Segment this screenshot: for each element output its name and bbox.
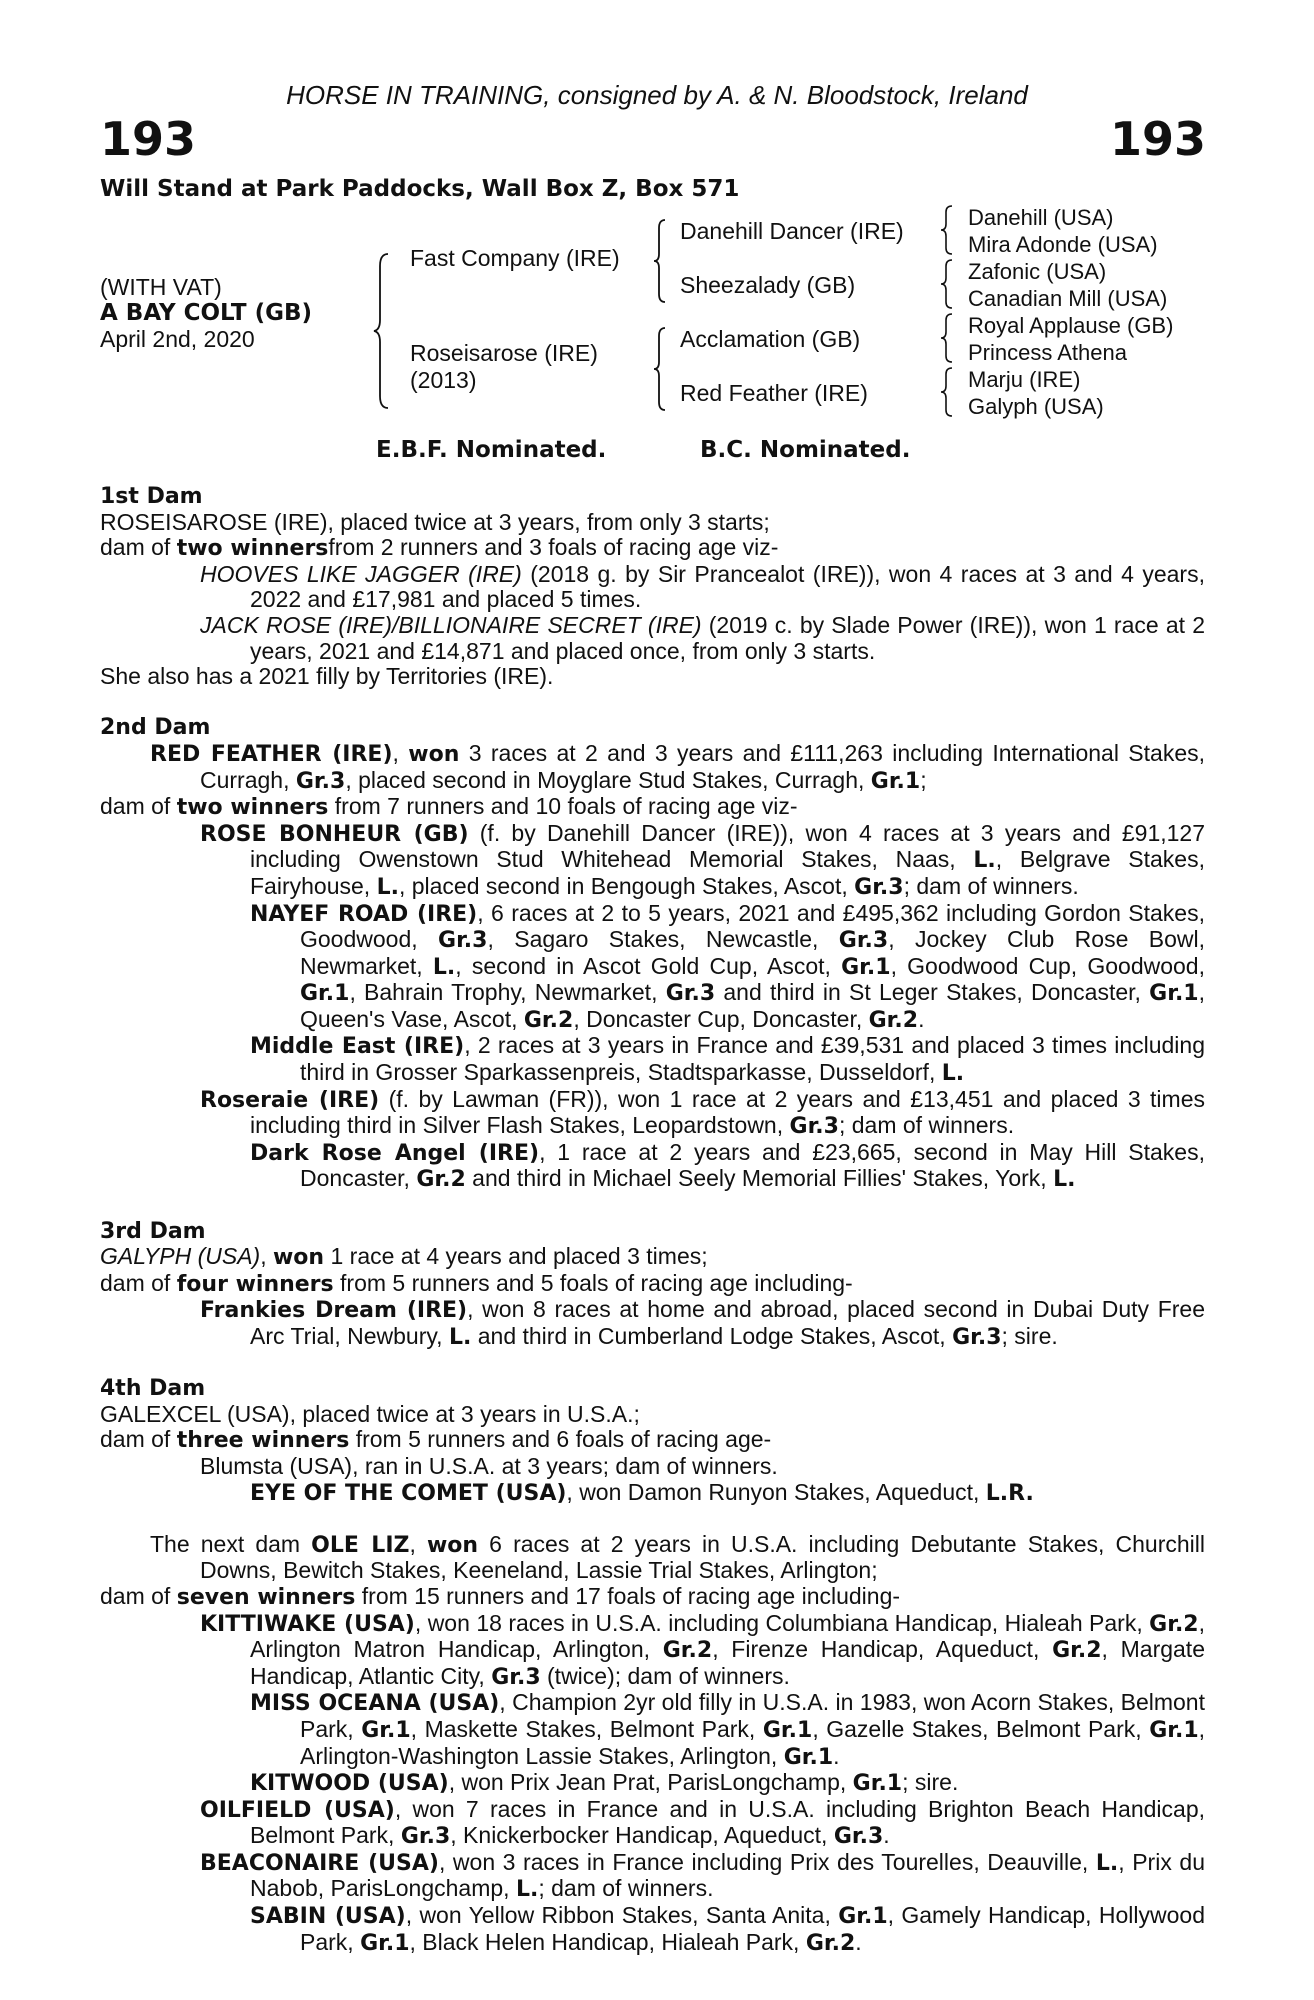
paragraph-spacer <box>100 1506 1205 1532</box>
text-run: ; dam of winners. <box>838 1112 1015 1139</box>
section-heading <box>100 484 1205 510</box>
text-run: and third in Cumberland Lodge Stakes, Ascot, <box>471 1323 953 1349</box>
text-run: Gr.1 <box>361 1717 411 1743</box>
text-run: Gr.1 <box>762 1717 813 1743</box>
text-run: and third in St Leger Stakes, Doncaster, <box>715 979 1150 1006</box>
text-run: , <box>392 739 409 766</box>
text-run: , Goodwood Cup, Goodwood, <box>890 952 1205 979</box>
text-run: L. <box>941 1061 965 1087</box>
text-run: Roseraie (IRE) <box>200 1087 380 1113</box>
sds: Zafonic (USA) <box>968 259 1107 284</box>
text-run: Gr.3 <box>665 981 716 1007</box>
dds: Marju (IRE) <box>968 367 1081 392</box>
paragraph <box>100 1584 1205 1611</box>
text-run: BEACONAIRE (USA) <box>200 1850 439 1876</box>
sire-brace-icon <box>652 218 668 304</box>
text-run: , <box>409 1530 427 1557</box>
text-run: and third in Michael Seely Memorial Fillies' Stakes, York, <box>465 1165 1054 1192</box>
text-run: L. <box>432 954 456 980</box>
sire-sire: Danehill Dancer (IRE) <box>680 218 904 244</box>
lot-number-right: 193 <box>1109 112 1206 166</box>
text-run: Gr.1 <box>783 1744 834 1770</box>
text-run: GALEXCEL (USA), placed twice at 3 years in U.S.A.; <box>100 1400 640 1427</box>
pedigree-brace-icon <box>372 252 392 410</box>
text-run: won <box>272 1245 325 1271</box>
dam-brace-icon <box>652 326 668 412</box>
text-run: GALYPH (USA) <box>100 1243 261 1270</box>
section-heading <box>100 715 1205 741</box>
dam-year: (2013) <box>410 367 477 393</box>
sire: Fast Company (IRE) <box>410 245 620 271</box>
paragraph <box>100 1770 1205 1797</box>
text-run: , Champion 2yr old filly in U.S.A. in 1983, won Acorn Stakes, Belmont Park, <box>300 1689 1205 1742</box>
paragraph <box>100 1690 1205 1770</box>
text-run: . <box>833 1742 840 1769</box>
text-run: (2019 c. by Slade Power (IRE)), won 1 race at 2 years, 2021 and £14,871 and placed once, from only 3 starts. <box>250 611 1205 664</box>
text-run: L. <box>973 848 996 874</box>
paragraph <box>100 1297 1205 1350</box>
text-run: , placed second in Moyglare Stud Stakes, Curragh, <box>345 766 871 793</box>
text-run: two winners <box>176 536 329 562</box>
section-heading <box>100 1219 1205 1245</box>
text-run: , won 3 races in France including Prix des Tourelles, Deauville, <box>438 1848 1096 1875</box>
text-run: 1st Dam <box>100 484 203 509</box>
text-run: Gr.2 <box>523 1007 574 1033</box>
text-run: Gr.3 <box>491 1664 541 1690</box>
paragraph <box>100 562 1205 613</box>
text-run: , Margate Handicap, Atlantic City, <box>250 1636 1205 1689</box>
paragraph <box>100 510 1205 536</box>
text-run: from 2 runners and 3 foals of racing age viz- <box>328 534 779 561</box>
text-run: from 7 runners and 10 foals of racing age viz- <box>328 793 798 820</box>
text-run: , won Yellow Ribbon Stakes, Santa Anita, <box>405 1902 839 1929</box>
text-run: HOOVES LIKE JAGGER (IRE) <box>200 560 522 587</box>
text-run: ; dam of winners. <box>538 1875 714 1902</box>
bc-nominated: B.C. Nominated. <box>700 437 911 463</box>
text-run: , Gamely Handicap, Hollywood Park, <box>300 1902 1205 1955</box>
text-run: MISS OCEANA (USA) <box>250 1691 500 1717</box>
text-run: , 2 races at 3 years in France and £39,531 and placed 3 times including third in Grosser Sparkassenpreis, Stadtsparkasse, Dusseldorf, <box>300 1032 1205 1086</box>
text-run: KITWOOD (USA) <box>250 1771 449 1797</box>
paragraph <box>100 1611 1205 1691</box>
text-run: 6 races at 2 years in U.S.A. including Debutante Stakes, Churchill Downs, Bewitch Stakes, Keeneland, Lassie Trial Stakes, Arlington; <box>200 1530 1205 1584</box>
text-run: four winners <box>176 1271 334 1297</box>
ddd: Galyph (USA) <box>968 394 1104 419</box>
paragraph <box>100 1427 1205 1454</box>
text-run: KITTIWAKE (USA) <box>200 1611 415 1637</box>
paragraph <box>100 1480 1205 1507</box>
text-run: Gr.1 <box>1149 1717 1199 1743</box>
text-run: NAYEF ROAD (IRE) <box>250 901 478 927</box>
text-run: , Belgrave Stakes, Fairyhouse, <box>250 846 1205 899</box>
text-run: (2018 g. by Sir Prancealot (IRE)), won 4 races at 3 and 4 years, 2022 and £17,981 and placed 5 times. <box>250 560 1205 613</box>
text-run: , 1 race at 2 years and £23,665, second in May Hill Stakes, Doncaster, <box>300 1138 1205 1192</box>
text-run: Gr.1 <box>852 1771 903 1797</box>
catalogue-body <box>100 484 1205 1956</box>
paragraph <box>100 1402 1205 1428</box>
sdd: Canadian Mill (USA) <box>968 286 1168 311</box>
paragraph <box>100 1532 1205 1584</box>
text-run: L. <box>515 1877 539 1903</box>
paragraph <box>100 535 1205 562</box>
text-run: ; sire. <box>902 1769 959 1796</box>
paragraph <box>100 1903 1205 1956</box>
text-run: Gr.2 <box>868 1007 919 1033</box>
text-run: L. <box>1053 1167 1076 1193</box>
text-run: Gr.2 <box>1149 1611 1199 1637</box>
text-run: L. <box>376 874 399 900</box>
paragraph-spacer <box>100 690 1205 716</box>
text-run: , won Damon Runyon Stakes, Aqueduct, <box>566 1478 986 1505</box>
paragraph-spacer <box>100 1193 1205 1219</box>
text-run: from 5 runners and 5 foals of racing age including- <box>333 1269 853 1296</box>
g3-brace-4-icon <box>940 366 954 418</box>
text-run: Gr.3 <box>400 1824 451 1850</box>
text-run: Gr.1 <box>1149 981 1199 1007</box>
text-run: Dark Rose Angel (IRE) <box>250 1140 540 1166</box>
g3-brace-1-icon <box>940 204 954 256</box>
sale-header: HORSE IN TRAINING, consigned by A. & N. Bloodstock, Ireland <box>286 80 1028 110</box>
text-run: Gr.2 <box>805 1930 856 1956</box>
text-run: Gr.3 <box>952 1325 1002 1350</box>
text-run: (f. by Lawman (FR)), won 1 race at 2 years and £13,451 and placed 3 times including third in Silver Flash Stakes, Leopardstown, <box>250 1085 1205 1139</box>
text-run: from 5 runners and 6 foals of racing age- <box>349 1426 772 1453</box>
paragraph <box>100 1850 1205 1903</box>
vat-note: (WITH VAT) <box>100 274 222 300</box>
text-run: , second in Ascot Gold Cup, Ascot, <box>455 952 842 979</box>
text-run: , Maskette Stakes, Belmont Park, <box>410 1715 763 1742</box>
text-run: , Firenze Handicap, Aqueduct, <box>712 1636 1053 1663</box>
text-run: , Knickerbocker Handicap, Aqueduct, <box>450 1822 834 1849</box>
text-run: won <box>426 1532 479 1558</box>
text-run: L.R. <box>985 1480 1034 1506</box>
paragraph <box>100 664 1205 690</box>
g3-brace-2-icon <box>940 258 954 310</box>
paragraph <box>100 794 1205 821</box>
paragraph <box>100 1140 1205 1193</box>
ebf-nominated: E.B.F. Nominated. <box>376 437 607 463</box>
text-run: , won Prix Jean Prat, ParisLongchamp, <box>448 1769 853 1796</box>
text-run: dam of <box>100 1269 177 1296</box>
text-run: Gr.2 <box>662 1638 713 1664</box>
paragraph-spacer <box>100 1351 1205 1377</box>
text-run: ; sire. <box>1001 1323 1058 1349</box>
paragraph <box>100 1244 1205 1271</box>
text-run: , placed second in Bengough Stakes, Ascot, <box>398 872 855 899</box>
paragraph <box>100 1271 1205 1298</box>
text-run: L. <box>448 1325 472 1350</box>
text-run: , Arlington-Washington Lassie Stakes, Arlington, <box>300 1715 1206 1769</box>
text-run: Gr.3 <box>789 1114 839 1140</box>
text-run: , won 7 races in France and in U.S.A. including Brighton Beach Handicap, Belmont Park, <box>250 1795 1205 1849</box>
paragraph <box>100 1033 1205 1086</box>
text-run: three winners <box>176 1428 350 1454</box>
lot-number-left: 193 <box>100 112 197 166</box>
text-run: , <box>260 1243 273 1270</box>
stand-location: Will Stand at Park Paddocks, Wall Box Z, Box 571 <box>100 176 740 202</box>
text-run: 2nd Dam <box>100 715 211 741</box>
text-run: , won 8 races at home and abroad, placed second in Dubai Duty Free Arc Trial, Newbury, <box>250 1296 1205 1349</box>
text-run: Gr.2 <box>416 1167 466 1193</box>
text-run: 3 races at 2 and 3 years and £111,263 including International Stakes, Curragh, <box>200 739 1206 793</box>
text-run: , Jockey Club Rose Bowl, Newmarket, <box>300 926 1205 979</box>
text-run: , Arlington Matron Handicap, Arlington, <box>250 1609 1205 1663</box>
text-run: Gr.1 <box>838 1904 888 1930</box>
text-run: seven winners <box>176 1584 356 1610</box>
text-run: Gr.3 <box>854 874 904 900</box>
section-heading <box>100 1376 1205 1402</box>
text-run: two winners <box>176 795 329 821</box>
text-run: dam of <box>100 1582 177 1609</box>
text-run: ROSE BONHEUR (GB) <box>200 821 469 847</box>
text-run: (f. by Danehill Dancer (IRE)), won 4 races at 3 years and £91,127 including Owenstown Stud Whitehead Memorial Stakes, Naas, <box>250 819 1206 873</box>
text-run: RED FEATHER (IRE) <box>150 741 393 767</box>
text-run: 3rd Dam <box>100 1218 206 1244</box>
text-run: Gr.1 <box>841 954 891 980</box>
sire-dam: Sheezalady (GB) <box>680 272 856 298</box>
text-run: , Prix du Nabob, ParisLongchamp, <box>250 1848 1205 1902</box>
text-run: The next dam <box>150 1530 312 1557</box>
text-run: , Bahrain Trophy, Newmarket, <box>349 979 666 1006</box>
text-run: , won 18 races in U.S.A. including Columbiana Handicap, Hialeah Park, <box>414 1609 1150 1636</box>
paragraph <box>100 613 1205 664</box>
paragraph <box>100 1087 1205 1140</box>
text-run: OILFIELD (USA) <box>200 1797 395 1823</box>
text-run: ; <box>920 766 927 793</box>
text-run: Gr.3 <box>438 928 488 954</box>
paragraph <box>100 741 1205 794</box>
text-run: Blumsta (USA), ran in U.S.A. at 3 years; dam of winners. <box>200 1452 778 1479</box>
text-run: from 15 runners and 17 foals of racing age including- <box>355 1582 901 1609</box>
text-run: ROSEISAROSE (IRE), placed twice at 3 years, from only 3 starts; <box>100 508 770 535</box>
text-run: Gr.1 <box>870 768 921 794</box>
paragraph <box>100 901 1205 1034</box>
text-run: . <box>918 1005 925 1032</box>
text-run: . <box>883 1822 890 1849</box>
text-run: Gr.1 <box>360 1930 410 1956</box>
text-run: , Black Helen Handicap, Hialeah Park, <box>409 1928 806 1955</box>
text-run: dam of <box>100 793 177 820</box>
text-run: Gr.2 <box>1052 1638 1102 1664</box>
paragraph <box>100 821 1205 901</box>
text-run: JACK ROSE (IRE)/BILLIONAIRE SECRET (IRE) <box>200 611 702 638</box>
dam-sire: Acclamation (GB) <box>680 326 861 352</box>
paragraph <box>100 1797 1205 1850</box>
text-run: won <box>408 741 460 767</box>
lot-name: A BAY COLT (GB) <box>100 300 313 326</box>
date-of-birth: April 2nd, 2020 <box>100 326 255 352</box>
sss: Danehill (USA) <box>968 205 1114 230</box>
text-run: (twice); dam of winners. <box>540 1662 790 1689</box>
text-run: SABIN (USA) <box>250 1904 406 1930</box>
text-run: Gr.1 <box>300 981 350 1007</box>
text-run: Gr.3 <box>833 1824 884 1850</box>
text-run: dam of <box>100 1426 177 1453</box>
text-run: , Queen's Vase, Ascot, <box>300 979 1205 1032</box>
text-run: 4th Dam <box>100 1376 206 1402</box>
text-run: Middle East (IRE) <box>250 1034 465 1060</box>
g3-brace-3-icon <box>940 312 954 364</box>
text-run: Gr.3 <box>838 928 889 954</box>
text-run: , Doncaster Cup, Doncaster, <box>573 1005 869 1032</box>
text-run: , Gazelle Stakes, Belmont Park, <box>812 1715 1150 1742</box>
text-run: She also has a 2021 filly by Territories (IRE). <box>100 663 554 690</box>
text-run: L. <box>1095 1850 1119 1876</box>
dam: Roseisarose (IRE) <box>410 340 598 366</box>
text-run: Frankies Dream (IRE) <box>200 1298 468 1324</box>
ssd: Mira Adonde (USA) <box>968 232 1158 257</box>
paragraph <box>100 1454 1205 1480</box>
text-run: , 6 races at 2 to 5 years, 2021 and £495,362 including Gordon Stakes, Goodwood, <box>300 899 1205 953</box>
text-run: dam of <box>100 534 177 561</box>
text-run: OLE LIZ <box>311 1532 410 1558</box>
text-run: 1 race at 4 years and placed 3 times; <box>324 1243 708 1270</box>
text-run: EYE OF THE COMET (USA) <box>250 1480 567 1506</box>
text-run: . <box>855 1928 862 1955</box>
dss: Royal Applause (GB) <box>968 313 1174 338</box>
dsd: Princess Athena <box>968 340 1127 365</box>
text-run: ; dam of winners. <box>903 872 1079 899</box>
text-run: Gr.3 <box>295 768 346 794</box>
text-run: , Sagaro Stakes, Newcastle, <box>487 926 839 953</box>
dam-dam: Red Feather (IRE) <box>680 380 868 406</box>
